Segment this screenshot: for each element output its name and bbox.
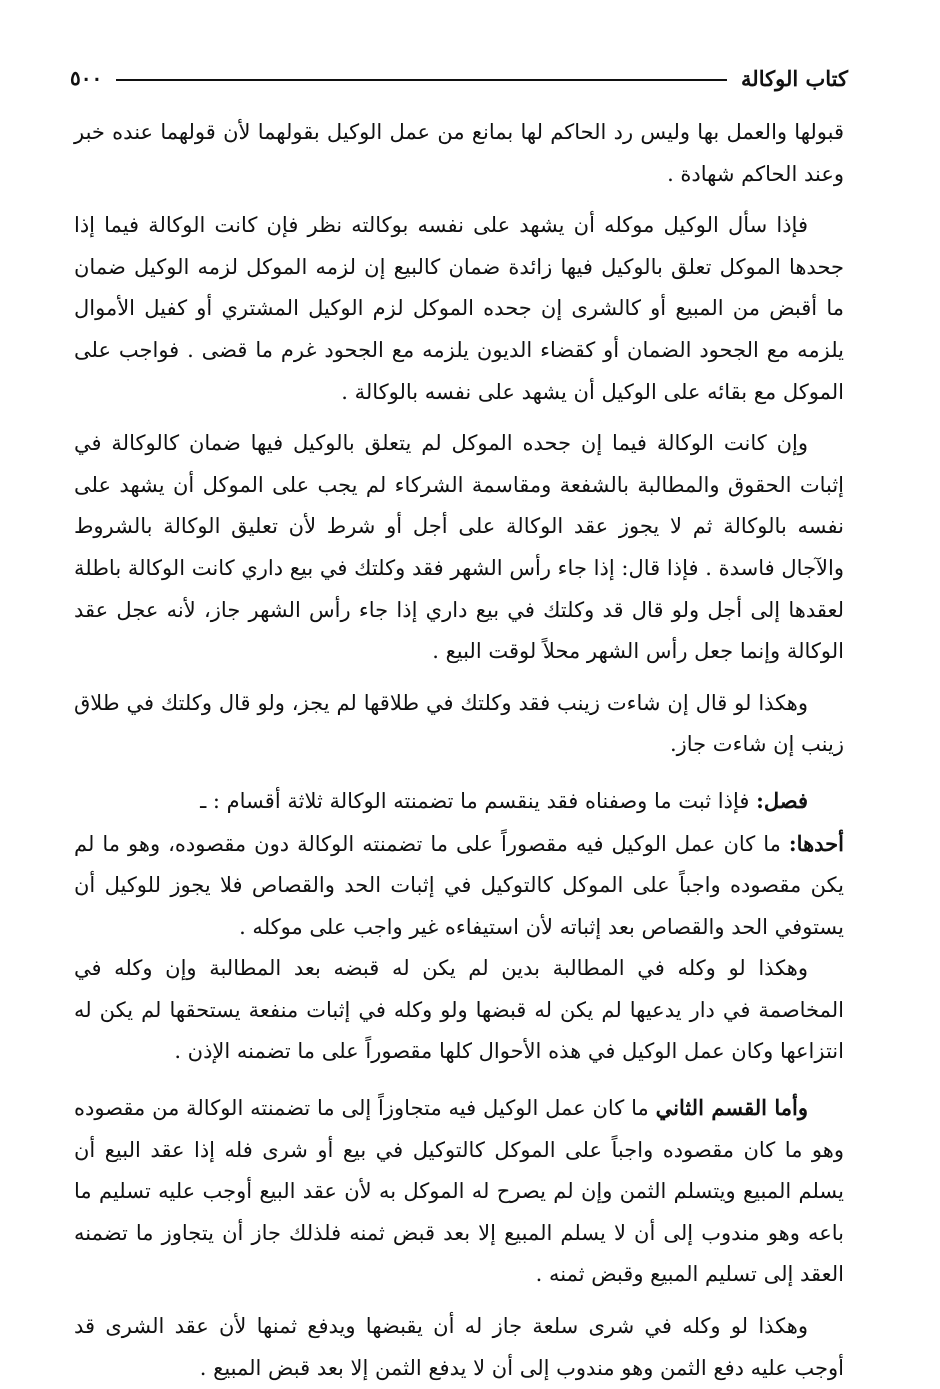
paragraph-2-text: فإذا سأل الوكيل موكله أن يشهد على نفسه بوكالته نظر فإن كانت الوكالة فيما إذا جحدها الموكل تعلق بالوكيل فيها زائدة ضمان كالبيع إن لزمه الموكل لزمه الوكيل ضمان ما أقبض من المبيع أو كالشرى إن جحده الموكل لزم الوكيل المشتري أو كفيل الأموال يلزمه مع الجحود الضمان أو كقضاء الديون يلزمه مع الجحود غرم ما قضى . فواجب على الموكل مع بقائه على الوكيل أن يشهد على نفسه بالوكالة .	[74, 213, 844, 404]
section-fasl	[74, 780, 844, 823]
paragraph-2	[74, 205, 844, 413]
paragraph-1	[74, 112, 844, 195]
paragraph-7-text: وهكذا لو وكله في المطالبة بدين لم يكن له قبضه بعد المطالبة وإن وكله في المخاصمة في دار يدعيها لم يكن له قبضها ولو وكله في إثبات منفعة يستحقها لم يكن له انتزاعها وكان عمل الوكيل في هذه الأحوال كلها مقصوراً على ما تضمنه الإذن .	[74, 956, 844, 1064]
running-title: كتاب الوكالة	[741, 65, 848, 91]
section-first-label: أحدها:	[788, 830, 844, 856]
section-second-text: ما كان عمل الوكيل فيه متجاوزاً إلى ما تضمنته الوكالة من مقصوده وهو ما كان مقصوده واجباً على الموكل كالتوكيل في بيع أو شرى فله إذا عقد البيع أن يسلم المبيع ويتسلم الثمن وإن لم يصرح له الموكل به لأن عقد البيع أوجب عليه تسليم ما باعه وهو مندوب إلى أن لا يسلم المبيع إلا بعد قبض ثمنه فلذلك جاز أن يتجاوز ما تضمنه العقد إلى تسليم المبيع وقبض ثمنه .	[74, 1096, 844, 1287]
page-number: ٥٠٠	[70, 66, 103, 90]
section-first	[74, 823, 844, 949]
paragraph-4-text: وهكذا لو قال إن شاءت زينب فقد وكلتك في طلاقها لم يجز، ولو قال وكلتك في طلاق زينب إن شاءت جاز.	[74, 690, 844, 757]
section-first-text: ما كان عمل الوكيل فيه مقصوراً على ما تضمنته الوكالة دون مقصوده، وهو ما لم يكن مقصوده واجباً على الموكل كالتوكيل في إثبات الحد والقصاص فلا يجوز للوكيل أن يستوفي الحد والقصاص بعد إثباته لأن استيفاءه غير واجب على موكله .	[74, 831, 844, 939]
paragraph-4	[74, 683, 844, 766]
paragraph-9	[74, 1306, 844, 1389]
page-body	[74, 112, 844, 1389]
paragraph-1-text: قبولها والعمل بها وليس رد الحاكم لها بمانع من عمل الوكيل بقولهما لأن قولهما عنده خبر وعند الحاكم شهادة .	[74, 120, 844, 186]
paragraph-3	[74, 423, 844, 673]
section-second-label: وأما القسم الثاني	[655, 1095, 808, 1121]
paragraph-3-text: وإن كانت الوكالة فيما إن جحده الموكل لم يتعلق بالوكيل فيها ضمان كالوكالة في إثبات الحقوق والمطالبة بالشفعة ومقاسمة الشركاء لم يجب على الموكل أن يشهد على نفسه بالوكالة ثم لا يجوز عقد الوكالة على أجل أو شرط لأن تعليق الوكالة بالشروط والآجال فاسدة . فإذا قال: إذا جاء رأس الشهر فقد وكلتك في بيع داري كانت الوكالة باطلة لعقدها إلى أجل ولو قال قد وكلتك في بيع داري إذا جاء رأس الشهر جاز، لأنه عجل عقد الوكالة وإنما جعل رأس الشهر محلاً لوقت البيع .	[74, 431, 844, 664]
section-fasl-text: فإذا ثبت ما وصفناه فقد ينقسم ما تضمنته الوكالة ثلاثة أقسام : ـ	[200, 788, 757, 813]
header-rule	[116, 79, 727, 81]
section-second	[74, 1087, 844, 1296]
section-fasl-label: فصل:	[756, 787, 808, 813]
page-header	[70, 58, 848, 98]
paragraph-9-text: وهكذا لو وكله في شرى سلعة جاز له أن يقبضها ويدفع ثمنها لأن عقد الشرى قد أوجب عليه دفع الثمن وهو مندوب إلى أن لا يدفع الثمن إلا بعد قبض المبيع .	[74, 1314, 844, 1380]
paragraph-7	[74, 948, 844, 1073]
